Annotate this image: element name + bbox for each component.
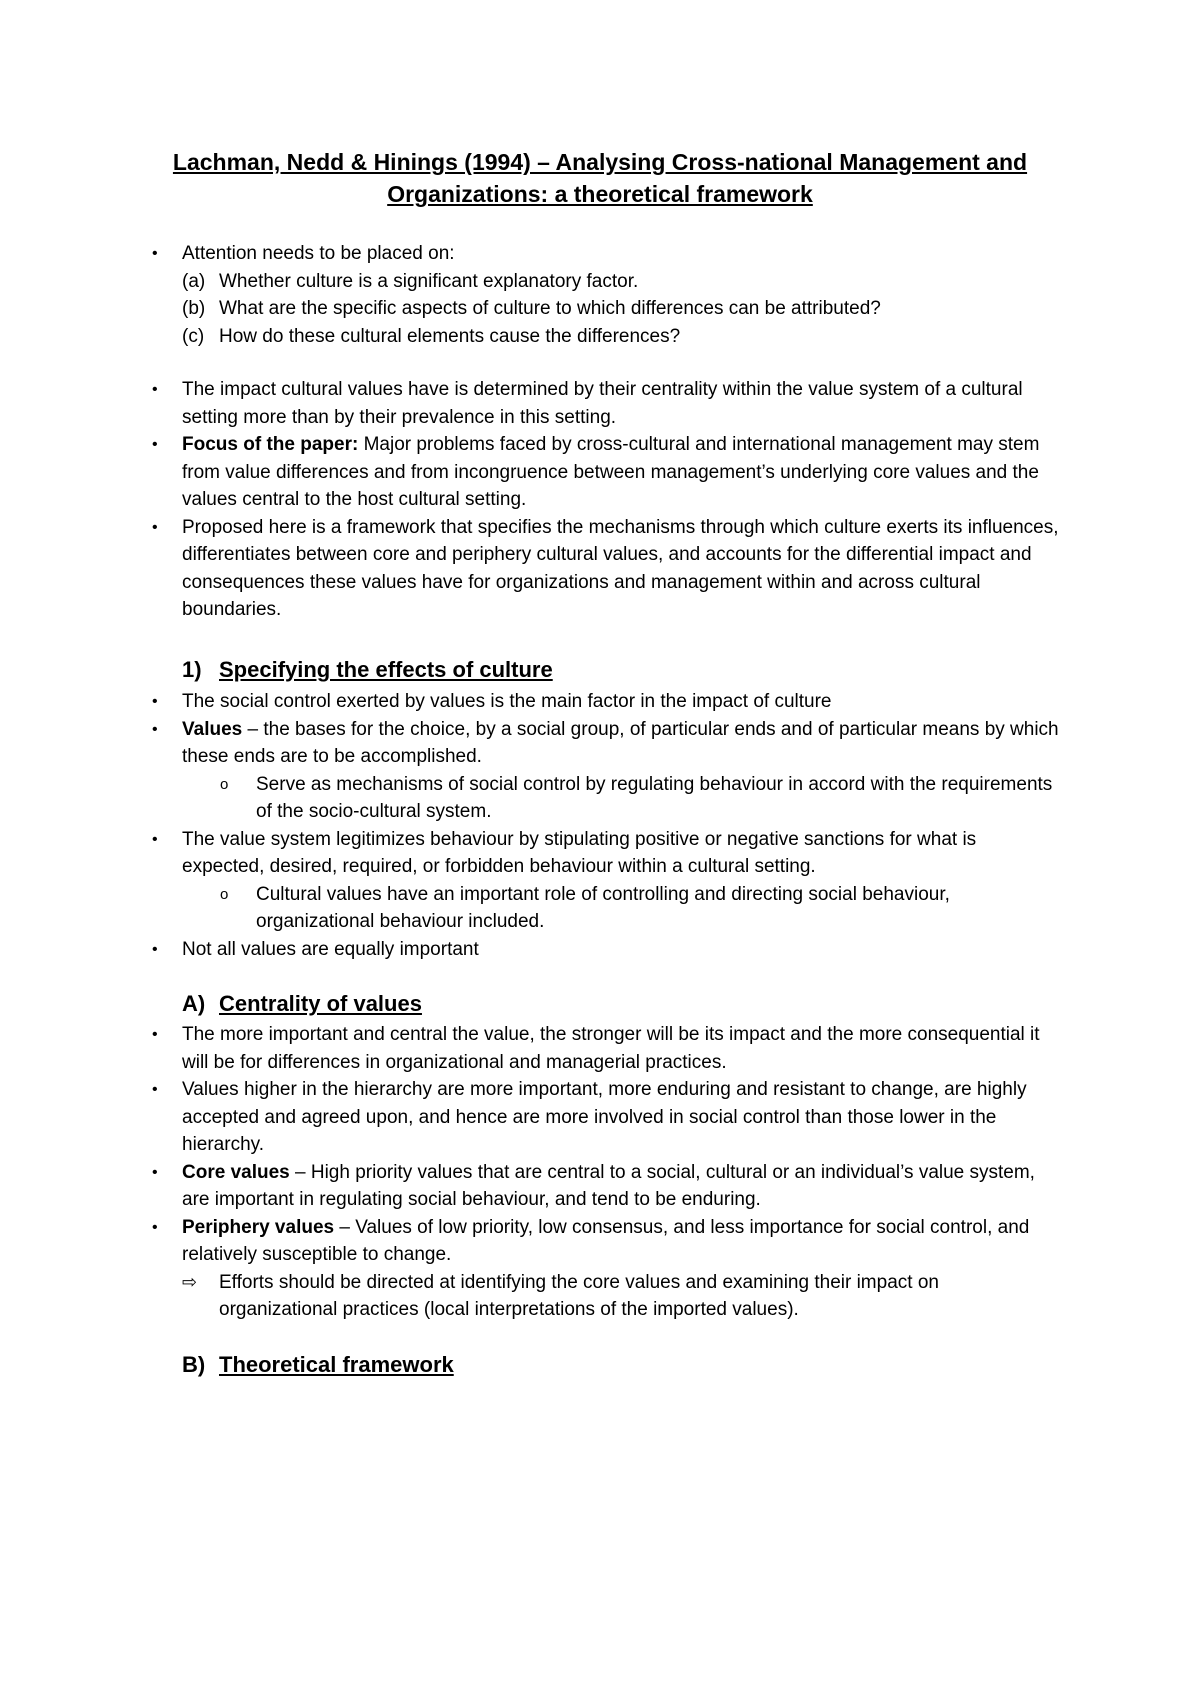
list-marker: (c) bbox=[182, 325, 205, 347]
focus-label: Focus of the paper: bbox=[182, 434, 359, 455]
core-text: – High priority values that are central to a social, cultural or an individual’s value system, are important in regulating social behaviour, and tend to be enduring. bbox=[182, 1161, 1035, 1210]
title-line-2: Organizations: a theoretical framework bbox=[387, 181, 813, 207]
values-text: – the bases for the choice, by a social group, of particular ends and of particular means by which these ends are to be accomplished. bbox=[182, 718, 1059, 767]
list-item bbox=[0, 1159, 1200, 1214]
document-title bbox=[150, 146, 1050, 210]
section-heading bbox=[182, 655, 553, 685]
periphery-text: – Values of low priority, low consensus, and less importance for social control, and relatively susceptible to change. bbox=[182, 1216, 1030, 1265]
bullet-icon: • bbox=[152, 245, 158, 262]
social-control-text: The social control exerted by values is the main factor in the impact of culture bbox=[182, 691, 832, 712]
bullet-icon: • bbox=[152, 381, 158, 398]
impact-text: The impact cultural values have is determined by their centrality within the value system of a cultural setting more than by their prevalence in this setting. bbox=[182, 379, 1023, 428]
bullet-icon: • bbox=[152, 1163, 158, 1181]
list-item bbox=[0, 826, 1200, 881]
section-title: Centrality of values bbox=[219, 991, 422, 1016]
list-item bbox=[0, 514, 1200, 624]
periphery-label: Periphery values bbox=[182, 1216, 335, 1238]
title-line-1: Lachman, Nedd & Hinings (1994) – Analysing Cross-national Management and bbox=[172, 149, 1028, 175]
list-item bbox=[0, 688, 1200, 716]
sub-bullet-icon: o bbox=[220, 775, 229, 793]
list-item bbox=[0, 240, 1200, 268]
list-item bbox=[0, 771, 1200, 826]
bullet-icon: • bbox=[152, 720, 158, 738]
bullet-icon: • bbox=[152, 1218, 158, 1236]
intro-bullets bbox=[0, 376, 1200, 624]
intro-section bbox=[0, 240, 1200, 350]
list-item bbox=[0, 323, 1200, 351]
section-title: Theoretical framework bbox=[219, 1352, 454, 1377]
section-heading bbox=[182, 989, 422, 1019]
proposed-text: Proposed here is a framework that specifies the mechanisms through which culture exerts its influences, differentiates between core and periphery cultural values, and accounts for the differential impact and consequences these values have for organizations and management within and across cultural boundaries. bbox=[182, 516, 1059, 620]
section-title: Specifying the effects of culture bbox=[219, 657, 553, 682]
attention-text: Attention needs to be placed on: bbox=[182, 243, 455, 264]
bullet-icon: • bbox=[152, 830, 158, 848]
list-marker: (a) bbox=[182, 270, 206, 292]
bullet-icon: • bbox=[152, 1081, 158, 1098]
section-heading bbox=[182, 1350, 454, 1380]
not-all-text: Not all values are equally important bbox=[182, 938, 479, 960]
section-number: A) bbox=[182, 991, 206, 1016]
values-sub-text: Serve as mechanisms of social control by regulating behaviour in accord with the requirements of the socio-cultural system. bbox=[256, 773, 1053, 822]
list-item-text: What are the specific aspects of culture to which differences can be attributed? bbox=[219, 298, 881, 319]
bullet-icon: • bbox=[152, 518, 158, 536]
section-number: 1) bbox=[182, 657, 202, 682]
list-item bbox=[0, 376, 1200, 431]
list-item bbox=[0, 936, 1200, 964]
section-number: B) bbox=[182, 1352, 206, 1377]
list-item bbox=[0, 1214, 1200, 1269]
section-a-content bbox=[0, 1021, 1200, 1324]
more-important-text: The more important and central the value, the stronger will be its impact and the more consequential it will be for differences in organizational and managerial practices. bbox=[182, 1024, 1040, 1073]
core-label: Core values bbox=[182, 1161, 290, 1183]
value-system-text: The value system legitimizes behaviour by stipulating positive or negative sanctions for what is expected, desired, required, or forbidden behaviour within a cultural setting. bbox=[182, 828, 977, 877]
bullet-icon: • bbox=[152, 940, 158, 958]
list-item bbox=[0, 1076, 1200, 1159]
list-item-text: Whether culture is a significant explanatory factor. bbox=[219, 270, 639, 292]
higher-text: Values higher in the hierarchy are more important, more enduring and resistant to change, are highly accepted and agreed upon, and hence are more involved in social control than those lower in the hierarchy. bbox=[182, 1079, 1027, 1155]
values-label: Values bbox=[182, 718, 243, 740]
value-system-sub-text: Cultural values have an important role of controlling and directing social behaviour, organizational behaviour included. bbox=[256, 883, 950, 932]
arrow-right-icon: ⇨ bbox=[182, 1271, 198, 1292]
sub-bullet-icon: o bbox=[220, 885, 229, 903]
list-item bbox=[0, 268, 1200, 296]
list-item bbox=[0, 431, 1200, 514]
section-1-content bbox=[0, 688, 1200, 963]
focus-text: Major problems faced by cross-cultural and international management may stem from value differences and from incongruence between management’s underlying core values and the values central to the host cultural setting. bbox=[182, 434, 1040, 510]
list-item-text: How do these cultural elements cause the differences? bbox=[219, 325, 681, 347]
bullet-icon: • bbox=[152, 436, 158, 453]
list-item bbox=[0, 295, 1200, 323]
efforts-text: Efforts should be directed at identifying the core values and examining their impact on organizational practices (local interpretations of the imported values). bbox=[219, 1271, 939, 1320]
list-item bbox=[0, 1269, 1200, 1324]
list-item bbox=[0, 1021, 1200, 1076]
bullet-icon: • bbox=[152, 1026, 158, 1043]
bullet-icon: • bbox=[152, 693, 158, 710]
list-item bbox=[0, 716, 1200, 771]
list-item bbox=[0, 881, 1200, 936]
list-marker: (b) bbox=[182, 298, 206, 319]
